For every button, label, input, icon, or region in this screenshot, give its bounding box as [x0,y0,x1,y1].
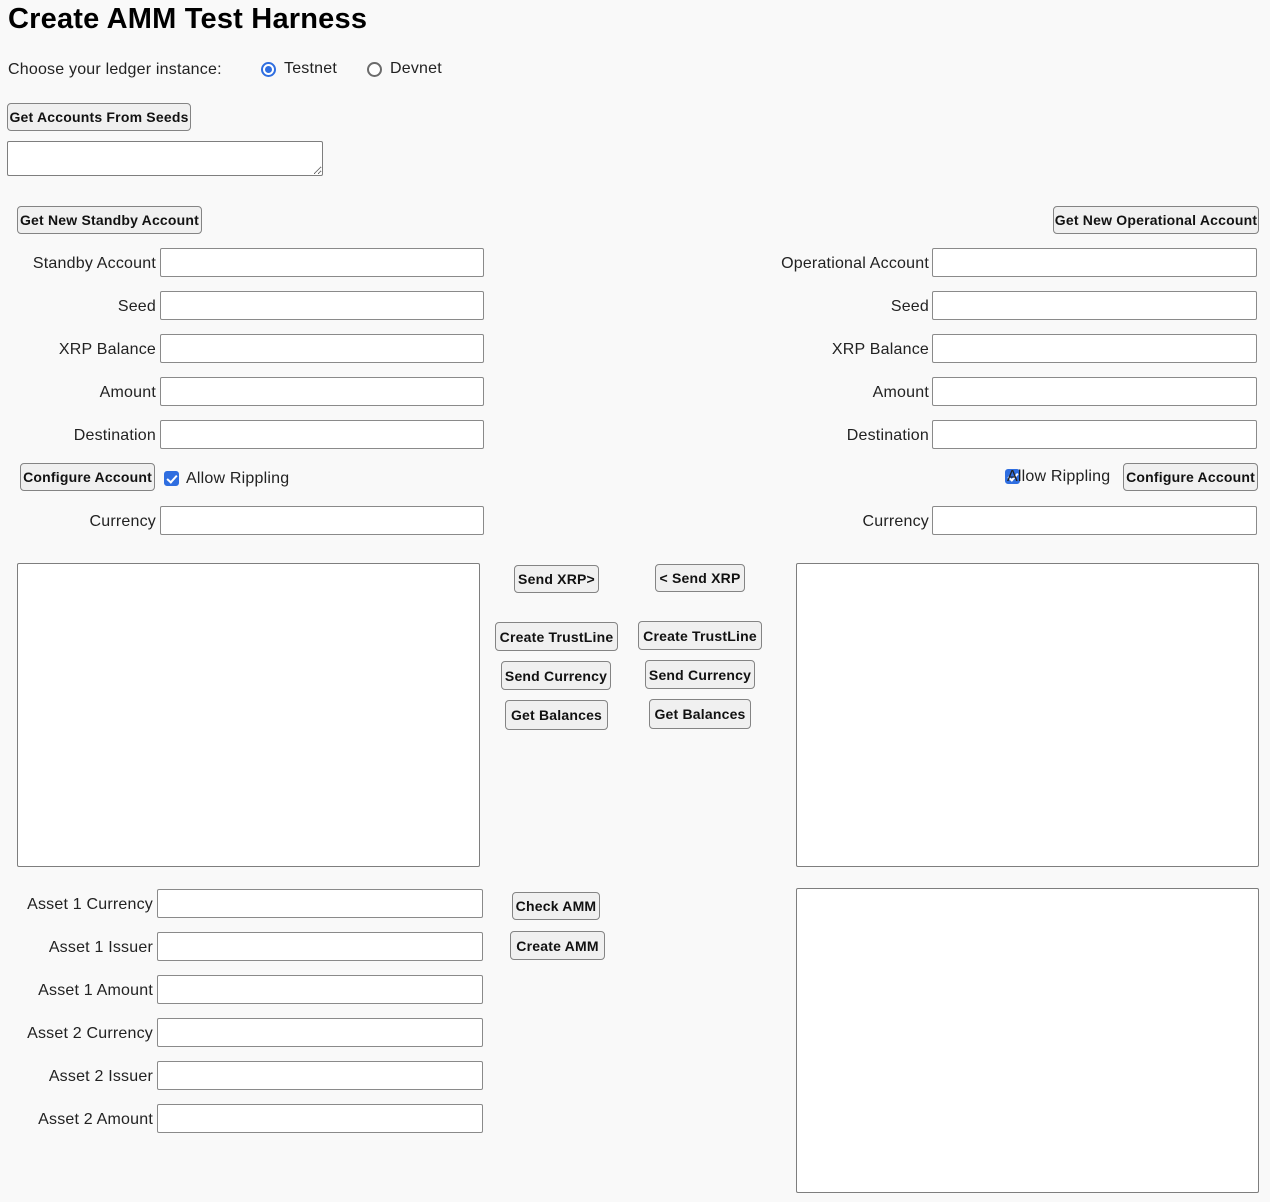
operational-amount-input[interactable] [932,377,1257,406]
page-title: Create AMM Test Harness [8,3,368,35]
standby-create-trustline-button[interactable]: Create TrustLine [495,622,618,651]
devnet-radio[interactable] [367,62,382,77]
operational-seed-label: Seed [890,298,929,315]
standby-results-textarea[interactable] [17,563,480,867]
devnet-radio-label: Devnet [390,60,442,77]
asset2-currency-label: Asset 2 Currency [27,1025,153,1042]
standby-amount-input[interactable] [160,377,484,406]
standby-account-input[interactable] [160,248,484,277]
standby-xrp-balance-label: XRP Balance [58,341,156,358]
operational-send-currency-button[interactable]: Send Currency [645,660,755,689]
standby-account-label: Standby Account [32,255,156,272]
testnet-radio[interactable] [261,62,276,77]
standby-destination-label: Destination [73,427,156,444]
asset1-amount-input[interactable] [157,975,483,1004]
ledger-instance-label: Choose your ledger instance: [8,61,222,78]
testnet-radio-label: Testnet [284,60,337,77]
operational-allow-rippling-label: Allow Rippling [1007,468,1111,485]
check-amm-button[interactable]: Check AMM [512,892,600,920]
operational-account-label: Operational Account [781,255,929,272]
operational-seed-input[interactable] [932,291,1257,320]
standby-xrp-balance-input[interactable] [160,334,484,363]
operational-amount-label: Amount [872,384,929,401]
create-amm-button[interactable]: Create AMM [510,931,605,960]
operational-currency-input[interactable] [932,506,1257,535]
asset1-issuer-input[interactable] [157,932,483,961]
standby-seed-input[interactable] [160,291,484,320]
standby-get-balances-button[interactable]: Get Balances [505,700,608,730]
ledger-option-devnet[interactable] [367,60,442,78]
operational-create-trustline-button[interactable]: Create TrustLine [638,621,762,650]
asset2-currency-input[interactable] [157,1018,483,1047]
amm-results-textarea[interactable] [796,888,1259,1193]
asset1-currency-input[interactable] [157,889,483,918]
standby-allow-rippling-checkbox[interactable] [164,471,179,486]
standby-configure-account-button[interactable]: Configure Account [20,463,155,491]
asset2-amount-input[interactable] [157,1104,483,1133]
asset2-amount-label: Asset 2 Amount [38,1111,153,1128]
asset2-issuer-input[interactable] [157,1061,483,1090]
seeds-textarea[interactable] [7,141,323,176]
asset1-currency-label: Asset 1 Currency [27,896,153,913]
operational-destination-label: Destination [846,427,929,444]
operational-xrp-balance-label: XRP Balance [831,341,929,358]
asset1-issuer-label: Asset 1 Issuer [48,939,153,956]
standby-allow-rippling-label: Allow Rippling [186,470,290,487]
asset1-amount-label: Asset 1 Amount [38,982,153,999]
standby-send-currency-button[interactable]: Send Currency [501,661,611,690]
operational-xrp-balance-input[interactable] [932,334,1257,363]
operational-configure-account-button[interactable]: Configure Account [1123,463,1258,491]
asset2-issuer-label: Asset 2 Issuer [48,1068,153,1085]
get-new-standby-account-button[interactable]: Get New Standby Account [17,206,202,234]
standby-currency-label: Currency [89,513,156,530]
get-accounts-from-seeds-button[interactable]: Get Accounts From Seeds [7,103,191,131]
standby-currency-input[interactable] [160,506,484,535]
standby-amount-label: Amount [99,384,156,401]
standby-destination-input[interactable] [160,420,484,449]
standby-seed-label: Seed [117,298,156,315]
operational-account-input[interactable] [932,248,1257,277]
ledger-option-testnet[interactable] [261,60,337,78]
operational-destination-input[interactable] [932,420,1257,449]
operational-results-textarea[interactable] [796,563,1259,867]
operational-send-xrp-button[interactable]: < Send XRP [655,564,745,592]
operational-currency-label: Currency [862,513,929,530]
get-new-operational-account-button[interactable]: Get New Operational Account [1053,206,1259,234]
standby-send-xrp-button[interactable]: Send XRP> [514,565,599,593]
operational-get-balances-button[interactable]: Get Balances [649,699,751,729]
